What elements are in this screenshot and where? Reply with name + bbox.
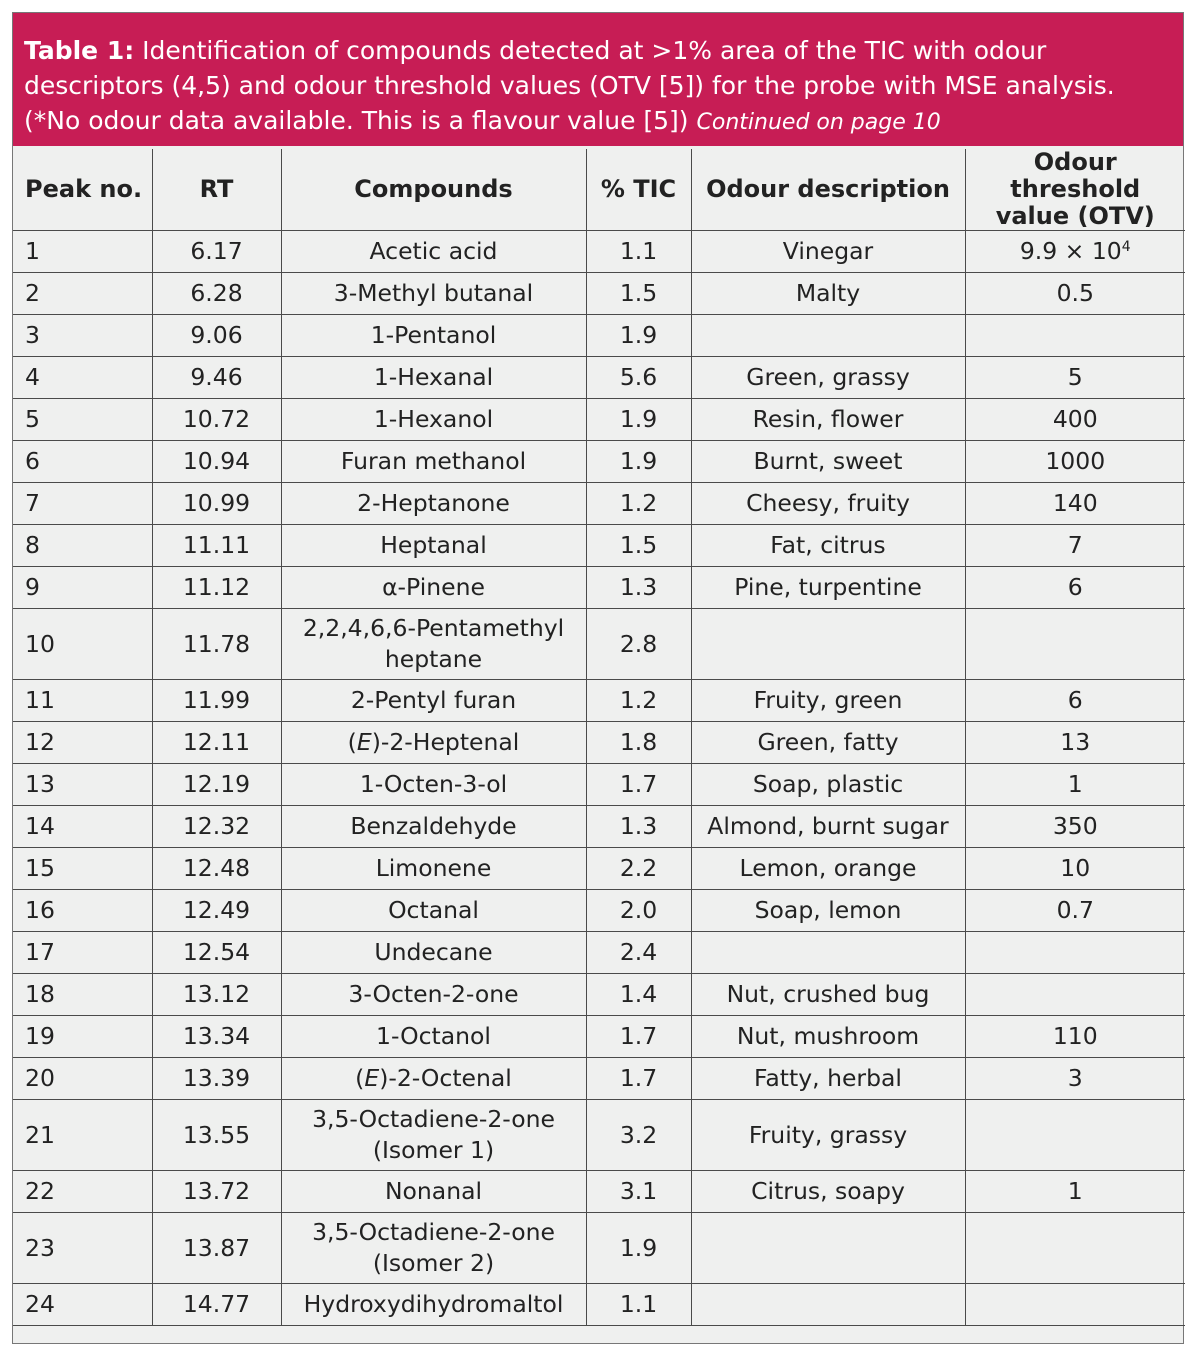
- table-row: [13, 722, 1185, 764]
- compound-cell: 1-Octen-3-ol: [281, 764, 586, 806]
- table-body: [13, 231, 1185, 1326]
- tic-cell: 1.9: [586, 315, 691, 357]
- compound-cell: 3,5-Octadiene-2-one (Isomer 2): [281, 1213, 586, 1284]
- otv-cell: 6: [965, 680, 1185, 722]
- otv-cell: [965, 1100, 1185, 1171]
- peak-no-cell: 18: [13, 974, 152, 1016]
- otv-cell: 400: [965, 399, 1185, 441]
- odour-description-cell: Resin, flower: [691, 399, 965, 441]
- tic-cell: 1.7: [586, 764, 691, 806]
- odour-description-cell: [691, 1213, 965, 1284]
- peak-no-cell: 13: [13, 764, 152, 806]
- odour-description-cell: Fruity, green: [691, 680, 965, 722]
- table-row: [13, 1171, 1185, 1213]
- otv-cell: [965, 1284, 1185, 1326]
- rt-cell: 11.11: [152, 525, 281, 567]
- compounds-table: [13, 149, 1185, 1326]
- rt-cell: 13.12: [152, 974, 281, 1016]
- tic-cell: 1.2: [586, 680, 691, 722]
- table-row: [13, 764, 1185, 806]
- table-row: [13, 315, 1185, 357]
- table-row: [13, 567, 1185, 609]
- peak-no-cell: 21: [13, 1100, 152, 1171]
- odour-description-cell: Green, fatty: [691, 722, 965, 764]
- table-row: [13, 1213, 1185, 1284]
- peak-no-cell: 19: [13, 1016, 152, 1058]
- rt-cell: 6.17: [152, 231, 281, 273]
- compound-cell: Octanal: [281, 890, 586, 932]
- otv-cell: 1: [965, 764, 1185, 806]
- compound-suffix: )-2-Octenal: [379, 1064, 512, 1092]
- odour-description-cell: Fat, citrus: [691, 525, 965, 567]
- compound-cell: Nonanal: [281, 1171, 586, 1213]
- otv-cell: 350: [965, 806, 1185, 848]
- compound-cell: 2,2,4,6,6-Pentamethyl heptane: [281, 609, 586, 680]
- rt-cell: 12.19: [152, 764, 281, 806]
- otv-cell: [965, 231, 1185, 273]
- compound-cell: Acetic acid: [281, 231, 586, 273]
- tic-cell: 3.1: [586, 1171, 691, 1213]
- compound-cell: 3-Methyl butanal: [281, 273, 586, 315]
- peak-no-cell: 10: [13, 609, 152, 680]
- rt-cell: 6.28: [152, 273, 281, 315]
- peak-no-cell: 2: [13, 273, 152, 315]
- table-row: [13, 1284, 1185, 1326]
- compound-cell: α-Pinene: [281, 567, 586, 609]
- table-row: [13, 483, 1185, 525]
- otv-cell: 10: [965, 848, 1185, 890]
- odour-description-cell: [691, 315, 965, 357]
- caption-text: Identification of compounds detected at >1% area of the TIC with odour descriptors (4,5) and odour threshold values (OTV [5]) for the probe with MSE analysis. (*No odour data available. This is a flavour value [5]): [24, 36, 1115, 135]
- peak-no-cell: 11: [13, 680, 152, 722]
- rt-cell: 14.77: [152, 1284, 281, 1326]
- peak-no-cell: 16: [13, 890, 152, 932]
- otv-exponent: 4: [1121, 239, 1131, 255]
- tic-cell: 3.2: [586, 1100, 691, 1171]
- odour-description-cell: Soap, plastic: [691, 764, 965, 806]
- peak-no-cell: 17: [13, 932, 152, 974]
- caption-continued: Continued on page 10: [696, 110, 941, 135]
- compound-suffix: )-2-Heptenal: [371, 728, 520, 756]
- otv-cell: [965, 974, 1185, 1016]
- rt-cell: 13.55: [152, 1100, 281, 1171]
- compound-cell: Heptanal: [281, 525, 586, 567]
- odour-description-cell: Vinegar: [691, 231, 965, 273]
- rt-cell: 12.32: [152, 806, 281, 848]
- tic-cell: 1.9: [586, 441, 691, 483]
- otv-cell: 13: [965, 722, 1185, 764]
- odour-description-cell: [691, 609, 965, 680]
- header-tic: % TIC: [586, 149, 691, 231]
- peak-no-cell: 7: [13, 483, 152, 525]
- tic-cell: 1.2: [586, 483, 691, 525]
- odour-description-cell: Almond, burnt sugar: [691, 806, 965, 848]
- peak-no-cell: 9: [13, 567, 152, 609]
- peak-no-cell: 8: [13, 525, 152, 567]
- table-row: [13, 525, 1185, 567]
- tic-cell: 1.3: [586, 806, 691, 848]
- tic-cell: 2.4: [586, 932, 691, 974]
- rt-cell: 11.12: [152, 567, 281, 609]
- header-peak-no: Peak no.: [13, 149, 152, 231]
- table-row: [13, 1100, 1185, 1171]
- header-row: [13, 149, 1185, 231]
- peak-no-cell: 5: [13, 399, 152, 441]
- peak-no-cell: 4: [13, 357, 152, 399]
- otv-cell: 6: [965, 567, 1185, 609]
- compound-prefix: (: [347, 728, 357, 756]
- peak-no-cell: 22: [13, 1171, 152, 1213]
- odour-description-cell: Cheesy, fruity: [691, 483, 965, 525]
- peak-no-cell: 15: [13, 848, 152, 890]
- compound-cell: 2-Pentyl furan: [281, 680, 586, 722]
- table-row: [13, 609, 1185, 680]
- otv-cell: 3: [965, 1058, 1185, 1100]
- rt-cell: 13.34: [152, 1016, 281, 1058]
- compound-cell: 1-Hexanol: [281, 399, 586, 441]
- compound-cell: Furan methanol: [281, 441, 586, 483]
- peak-no-cell: 20: [13, 1058, 152, 1100]
- compound-cell: 3,5-Octadiene-2-one (Isomer 1): [281, 1100, 586, 1171]
- table-frame: [12, 12, 1184, 1344]
- compound-cell: 1-Pentanol: [281, 315, 586, 357]
- compound-stereo-descriptor: E: [356, 728, 372, 756]
- compound-cell: 1-Hexanal: [281, 357, 586, 399]
- odour-description-cell: Soap, lemon: [691, 890, 965, 932]
- otv-cell: 5: [965, 357, 1185, 399]
- table-row: [13, 441, 1185, 483]
- compound-cell: Benzaldehyde: [281, 806, 586, 848]
- compound-cell: Limonene: [281, 848, 586, 890]
- rt-cell: 12.11: [152, 722, 281, 764]
- peak-no-cell: 3: [13, 315, 152, 357]
- peak-no-cell: 6: [13, 441, 152, 483]
- table-row: [13, 231, 1185, 273]
- compound-cell: 2-Heptanone: [281, 483, 586, 525]
- odour-description-cell: Burnt, sweet: [691, 441, 965, 483]
- peak-no-cell: 12: [13, 722, 152, 764]
- odour-description-cell: [691, 932, 965, 974]
- odour-description-cell: Fruity, grassy: [691, 1100, 965, 1171]
- odour-description-cell: Fatty, herbal: [691, 1058, 965, 1100]
- otv-cell: 7: [965, 525, 1185, 567]
- compound-cell: [281, 1058, 586, 1100]
- table-row: [13, 357, 1185, 399]
- peak-no-cell: 23: [13, 1213, 152, 1284]
- odour-description-cell: [691, 1284, 965, 1326]
- otv-cell: [965, 932, 1185, 974]
- compound-cell: Undecane: [281, 932, 586, 974]
- tic-cell: 1.3: [586, 567, 691, 609]
- header-rt: RT: [152, 149, 281, 231]
- otv-cell: 110: [965, 1016, 1185, 1058]
- table-row: [13, 848, 1185, 890]
- table-row: [13, 974, 1185, 1016]
- otv-cell: 0.5: [965, 273, 1185, 315]
- peak-no-cell: 14: [13, 806, 152, 848]
- otv-cell: 140: [965, 483, 1185, 525]
- rt-cell: 10.72: [152, 399, 281, 441]
- header-odour-description: Odour description: [691, 149, 965, 231]
- header-compounds: Compounds: [281, 149, 586, 231]
- tic-cell: 5.6: [586, 357, 691, 399]
- tic-cell: 1.5: [586, 525, 691, 567]
- tic-cell: 1.8: [586, 722, 691, 764]
- table-row: [13, 932, 1185, 974]
- table-row: [13, 890, 1185, 932]
- compound-cell: [281, 722, 586, 764]
- tic-cell: 1.4: [586, 974, 691, 1016]
- caption-label: Table 1:: [24, 36, 135, 65]
- table-row: [13, 1058, 1185, 1100]
- tic-cell: 1.9: [586, 399, 691, 441]
- table-row: [13, 680, 1185, 722]
- rt-cell: 10.94: [152, 441, 281, 483]
- rt-cell: 11.78: [152, 609, 281, 680]
- compound-cell: Hydroxydihydromaltol: [281, 1284, 586, 1326]
- table-row: [13, 1016, 1185, 1058]
- tic-cell: 2.0: [586, 890, 691, 932]
- odour-description-cell: Malty: [691, 273, 965, 315]
- otv-cell: [965, 609, 1185, 680]
- odour-description-cell: Green, grassy: [691, 357, 965, 399]
- odour-description-cell: Pine, turpentine: [691, 567, 965, 609]
- odour-description-cell: Nut, mushroom: [691, 1016, 965, 1058]
- rt-cell: 12.49: [152, 890, 281, 932]
- otv-cell: [965, 1213, 1185, 1284]
- otv-cell: 1: [965, 1171, 1185, 1213]
- table-row: [13, 399, 1185, 441]
- odour-description-cell: Citrus, soapy: [691, 1171, 965, 1213]
- rt-cell: 13.72: [152, 1171, 281, 1213]
- table-caption: [13, 13, 1183, 146]
- tic-cell: 1.1: [586, 1284, 691, 1326]
- compound-prefix: (: [355, 1064, 365, 1092]
- compound-cell: 1-Octanol: [281, 1016, 586, 1058]
- otv-cell: [965, 315, 1185, 357]
- tic-cell: 2.8: [586, 609, 691, 680]
- rt-cell: 10.99: [152, 483, 281, 525]
- tic-cell: 1.7: [586, 1058, 691, 1100]
- tic-cell: 2.2: [586, 848, 691, 890]
- table-row: [13, 806, 1185, 848]
- odour-description-cell: Nut, crushed bug: [691, 974, 965, 1016]
- otv-cell: 0.7: [965, 890, 1185, 932]
- tic-cell: 1.5: [586, 273, 691, 315]
- peak-no-cell: 1: [13, 231, 152, 273]
- table-row: [13, 273, 1185, 315]
- header-otv: Odour threshold value (OTV): [965, 149, 1185, 231]
- odour-description-cell: Lemon, orange: [691, 848, 965, 890]
- rt-cell: 9.46: [152, 357, 281, 399]
- rt-cell: 12.48: [152, 848, 281, 890]
- rt-cell: 11.99: [152, 680, 281, 722]
- tic-cell: 1.7: [586, 1016, 691, 1058]
- compound-cell: 3-Octen-2-one: [281, 974, 586, 1016]
- rt-cell: 13.39: [152, 1058, 281, 1100]
- peak-no-cell: 24: [13, 1284, 152, 1326]
- compound-stereo-descriptor: E: [364, 1064, 380, 1092]
- otv-base: 9.9 × 10: [1019, 237, 1122, 265]
- rt-cell: 13.87: [152, 1213, 281, 1284]
- rt-cell: 12.54: [152, 932, 281, 974]
- rt-cell: 9.06: [152, 315, 281, 357]
- otv-cell: 1000: [965, 441, 1185, 483]
- tic-cell: 1.1: [586, 231, 691, 273]
- tic-cell: 1.9: [586, 1213, 691, 1284]
